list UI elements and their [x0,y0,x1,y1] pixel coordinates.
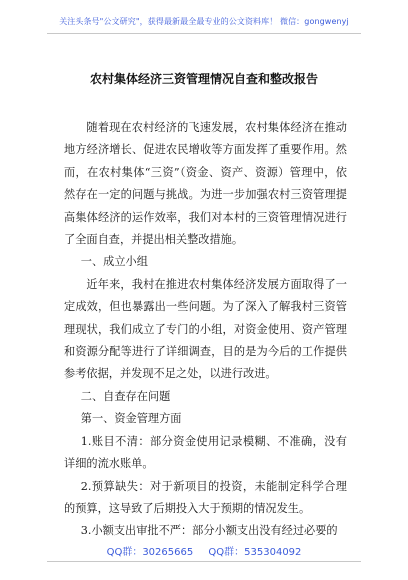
footer-divider [47,561,361,562]
issue-item-1: 1.账目不清：部分资金使用记录模糊、不准确，没有详细的流水账单。 [64,434,347,471]
footer-qq-group-1: QQ群：30265665 [106,547,194,558]
issue-item-3: 3.小额支出审批不严：部分小额支出没有经过必要的 [80,524,338,538]
document-title: 农村集体经济三资管理情况自查和整改报告 [89,72,318,86]
subsection-heading-funds: 第一、资金管理方面 [80,412,182,426]
footer-qq-group-2: QQ群：535304092 [208,547,302,558]
section-heading-2: 二、自查存在问题 [80,389,171,403]
intro-paragraph: 随着现在农村经济的飞速发展，农村集体经济在推动地方经济增长、促进农民增收等方面发挥了重要作用。然而，在农村集体“三资”（资金、资产、资源）管理中，依然存在一定的问题与挑战。为进一步加强农村三资管理提高集体经济的运作效率，我们对本村的三资管理情况进行了全面自查，并提出相关整改措施。 [64,121,347,247]
section-1-paragraph: 近年来，我村在推进农村集体经济发展方面取得了一定成效，但也暴露出一些问题。为了深入了解我村三资管理现状，我们成立了专门的小组，对资金使用、资产管理和资源分配等进行了详细调查，目的是为今后的工作提供参考依据，并发现不足之处，以进行改进。 [64,277,347,381]
header-divider [47,33,361,34]
section-heading-1: 一、成立小组 [80,255,148,269]
footer-qq-groups [0,543,408,558]
issue-item-2: 2.预算缺失：对于新项目的投资，未能制定科学合理的预算，这导致了后期投入大于预期的情况发生。 [64,479,347,515]
document-body [64,117,347,543]
header-promo-note: 关注头条号"公文研究"，获得最新最全最专业的公文资料库！ 微信：gongwenyj [59,17,349,26]
